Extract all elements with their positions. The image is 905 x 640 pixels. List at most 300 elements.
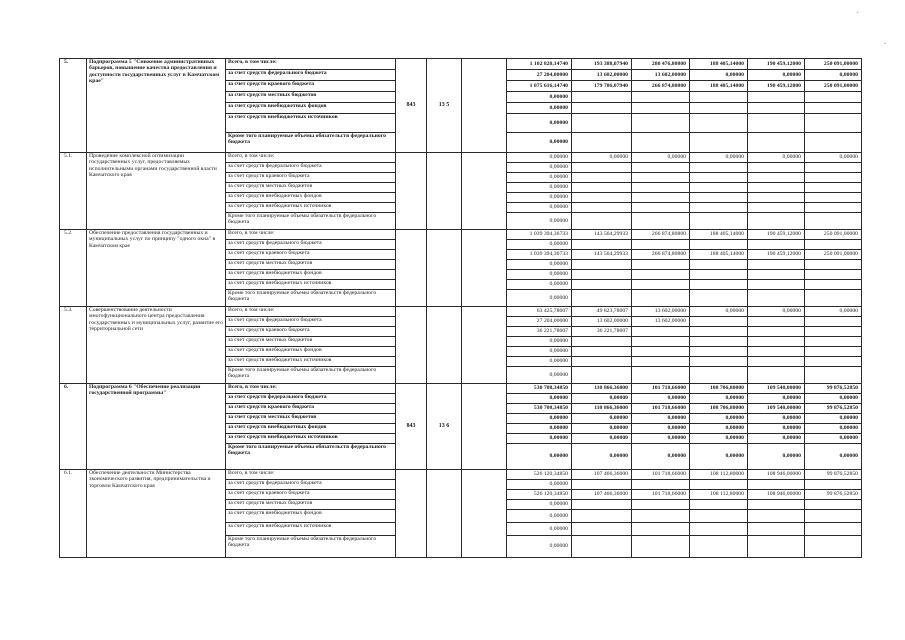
amount-cell [690,173,748,183]
amount-cell [748,480,805,490]
funding-source: за счет средств внебюджетных фондов [226,510,396,523]
funding-source: за счет средств федерального бюджета [226,70,396,81]
amount-cell [690,183,748,193]
amount-cell: 101 718,66000 [632,404,690,414]
amount-cell [632,270,690,280]
amount-cell: 530 708,34850 [507,384,572,394]
amount-cell [632,536,690,558]
amount-cell: 0,00000 [507,500,572,510]
amount-cell: 0,00000 [507,424,572,434]
amount-cell [748,92,805,103]
funding-source: за счет средств краевого бюджета [226,327,396,337]
budget-code-program [427,230,462,307]
amount-cell: 110 866,36000 [572,384,632,394]
amount-cell [690,337,748,347]
amount-cell: 0,00000 [805,434,862,444]
amount-cell [632,480,690,490]
amount-cell [748,203,805,213]
amount-cell [805,510,862,523]
row-number: 5.3. [60,307,87,384]
amount-cell: 0,00000 [507,153,572,163]
funding-source: за счет средств внебюджетных источников [226,523,396,536]
funding-source: за счет средств местных бюджетов [226,337,396,347]
funding-source: за счет средств внебюджетных источников [226,434,396,444]
amount-cell: 0,00000 [507,163,572,173]
amount-cell [690,536,748,558]
amount-cell [572,270,632,280]
amount-cell [748,240,805,250]
empty-code-cell [462,153,507,230]
amount-cell: 0,00000 [507,337,572,347]
table-row [60,470,862,480]
amount-cell [632,500,690,510]
funding-source: за счет средств краевого бюджета [226,81,396,92]
funding-source: за счет средств внебюджетных фондов [226,424,396,434]
amount-cell: 280 476,80800 [632,59,690,70]
amount-cell [632,213,690,230]
amount-cell [690,290,748,307]
amount-cell [572,347,632,357]
amount-cell: 27 204,00000 [507,70,572,81]
amount-cell: 190 459,12000 [748,230,805,240]
amount-cell: 0,00000 [690,424,748,434]
scan-mark-top: ˇ [856,12,859,19]
amount-cell [805,203,862,213]
row-number: 5.1. [60,153,87,230]
funding-source: за счет средств местных бюджетов [226,183,396,193]
amount-cell [690,523,748,536]
amount-cell [805,173,862,183]
empty-code-cell [462,307,507,384]
amount-cell: 1 075 616,14740 [507,81,572,92]
amount-cell: 266 874,80800 [632,250,690,260]
amount-cell: 49 823,78007 [572,307,632,317]
amount-cell: 63 425,78007 [507,307,572,317]
funding-source: Всего, в том числе: [226,59,396,70]
amount-cell: 0,00000 [632,153,690,163]
amount-cell [805,480,862,490]
amount-cell: 13 602,00000 [632,317,690,327]
amount-cell: 99 876,52850 [805,490,862,500]
amount-cell [632,523,690,536]
amount-cell [748,357,805,367]
amount-cell: 0,00000 [572,444,632,470]
funding-source: за счет средств федерального бюджета [226,317,396,327]
amount-cell [748,114,805,133]
amount-cell: 108 946,00000 [748,470,805,480]
amount-cell [572,114,632,133]
amount-cell: 0,00000 [507,357,572,367]
amount-cell [572,173,632,183]
amount-cell: 110 866,36000 [572,404,632,414]
amount-cell: 188 405,14000 [690,59,748,70]
amount-cell [748,163,805,173]
amount-cell [805,114,862,133]
amount-cell [632,280,690,290]
funding-source: Всего, в том числе: [226,153,396,163]
amount-cell [632,347,690,357]
amount-cell [572,133,632,153]
amount-cell [690,114,748,133]
amount-cell [690,92,748,103]
funding-source: Кроме того планируемые объемы обязательств федерального бюджета [226,213,396,230]
amount-cell [572,92,632,103]
amount-cell [805,260,862,270]
amount-cell: 0,00000 [748,394,805,404]
funding-source: за счет средств внебюджетных фондов [226,270,396,280]
funding-source: за счет средств внебюджетных фондов [226,193,396,203]
amount-cell [805,163,862,173]
amount-cell [572,203,632,213]
budget-code-program [427,307,462,384]
amount-cell: 0,00000 [507,510,572,523]
amount-cell: 0,00000 [805,424,862,434]
amount-cell [748,510,805,523]
amount-cell [805,240,862,250]
row-number: 6.1. [60,470,87,558]
amount-cell [572,213,632,230]
amount-cell: 108 112,80000 [690,470,748,480]
amount-cell [632,173,690,183]
amount-cell [748,290,805,307]
funding-source: за счет средств местных бюджетов [226,414,396,424]
row-number: 6. [60,384,87,470]
amount-cell [572,523,632,536]
amount-cell [805,270,862,280]
funding-source: Кроме того планируемые объемы обязательств федерального бюджета [226,133,396,153]
funding-source: за счет средств краевого бюджета [226,173,396,183]
amount-cell [632,103,690,114]
amount-cell: 0,00000 [507,173,572,183]
amount-cell: 0,00000 [748,434,805,444]
amount-cell [572,163,632,173]
amount-cell [572,183,632,193]
amount-cell: 1 102 820,14740 [507,59,572,70]
amount-cell [690,347,748,357]
amount-cell: 0,00000 [507,133,572,153]
amount-cell: 0,00000 [507,480,572,490]
amount-cell: 27 204,00000 [507,317,572,327]
funding-source: Кроме того планируемые объемы обязательств федерального бюджета [226,367,396,384]
empty-code-cell [462,59,507,153]
funding-source: за счет средств внебюджетных фондов [226,103,396,114]
amount-cell: 143 564,29933 [572,230,632,240]
amount-cell: 108 706,80000 [690,384,748,394]
amount-cell [572,240,632,250]
amount-cell: 250 091,00000 [805,230,862,240]
amount-cell: 0,00000 [748,424,805,434]
amount-cell: 0,00000 [507,193,572,203]
amount-cell [805,92,862,103]
amount-cell: 0,00000 [507,183,572,193]
amount-cell: 0,00000 [507,290,572,307]
amount-cell: 0,00000 [572,434,632,444]
amount-cell: 0,00000 [507,260,572,270]
amount-cell: 13 602,00000 [572,70,632,81]
amount-cell: 190 459,12000 [748,81,805,92]
amount-cell [632,133,690,153]
scan-mark-right: - [884,40,887,47]
amount-cell [572,260,632,270]
program-name: Проведение комплексной оптимизации государственных услуг, предоставляемых исполнительными органами государственной власти Камчатского края [87,153,226,230]
amount-cell: 193 388,07940 [572,59,632,70]
amount-cell: 266 874,80800 [632,81,690,92]
amount-cell: 0,00000 [507,280,572,290]
amount-cell [690,510,748,523]
budget-code-grbs: 843 [396,59,427,153]
amount-cell [690,270,748,280]
amount-cell [690,240,748,250]
amount-cell [632,114,690,133]
amount-cell: 0,00000 [805,394,862,404]
amount-cell [632,240,690,250]
budget-code-program [427,153,462,230]
amount-cell [632,163,690,173]
program-name: Совершенствование деятельности многофункционального центра предоставления государственных и муниципальных услуг, развитие его территориальной сети [87,307,226,384]
amount-cell: 0,00000 [507,367,572,384]
amount-cell: 0,00000 [632,444,690,470]
amount-cell [632,290,690,307]
amount-cell [572,510,632,523]
amount-cell: 101 718,66000 [632,490,690,500]
amount-cell [632,92,690,103]
amount-cell: 266 874,80800 [632,230,690,240]
amount-cell: 0,00000 [507,434,572,444]
amount-cell: 0,00000 [507,444,572,470]
amount-cell [805,337,862,347]
amount-cell: 0,00000 [632,414,690,424]
empty-code-cell [462,384,507,470]
amount-cell: 0,00000 [748,307,805,317]
amount-cell: 190 459,12000 [748,59,805,70]
amount-cell: 0,00000 [507,103,572,114]
row-number: 5.2. [60,230,87,307]
amount-cell: 0,00000 [507,347,572,357]
funding-source: за счет средств внебюджетных источников [226,203,396,213]
amount-cell [690,163,748,173]
amount-cell [805,183,862,193]
empty-code-cell [462,230,507,307]
amount-cell [690,327,748,337]
funding-source: за счет средств краевого бюджета [226,490,396,500]
amount-cell [805,290,862,307]
amount-cell: 0,00000 [507,394,572,404]
amount-cell: 0,00000 [748,444,805,470]
amount-cell: 0,00000 [805,444,862,470]
funding-source: за счет средств федерального бюджета [226,163,396,173]
amount-cell [690,500,748,510]
amount-cell [572,103,632,114]
amount-cell: 0,00000 [690,444,748,470]
amount-cell: 0,00000 [507,213,572,230]
amount-cell [632,183,690,193]
table-row [60,153,862,163]
amount-cell: 250 091,00000 [805,59,862,70]
amount-cell [748,523,805,536]
funding-source: за счет средств внебюджетных источников [226,114,396,133]
amount-cell [805,357,862,367]
amount-cell [572,500,632,510]
amount-cell: 0,00000 [507,523,572,536]
amount-cell: 0,00000 [507,240,572,250]
amount-cell: 0,00000 [632,424,690,434]
amount-cell: 1 039 394,36733 [507,230,572,240]
amount-cell [690,280,748,290]
amount-cell [632,337,690,347]
funding-source: за счет средств местных бюджетов [226,92,396,103]
amount-cell: 188 405,14000 [690,230,748,240]
amount-cell: 0,00000 [690,153,748,163]
amount-cell [748,103,805,114]
amount-cell: 0,00000 [748,70,805,81]
funding-source: Всего, в том числе: [226,470,396,480]
amount-cell: 190 459,12000 [748,250,805,260]
amount-cell [805,280,862,290]
amount-cell: 99 876,52850 [805,404,862,414]
amount-cell [748,183,805,193]
amount-cell [690,133,748,153]
funding-source: за счет средств федерального бюджета [226,240,396,250]
amount-cell [690,193,748,203]
amount-cell: 0,00000 [507,203,572,213]
amount-cell: 0,00000 [507,114,572,133]
amount-cell: 250 091,00000 [805,81,862,92]
amount-cell: 0,00000 [572,394,632,404]
amount-cell: 0,00000 [690,70,748,81]
amount-cell: 13 602,00000 [632,70,690,81]
amount-cell: 0,00000 [632,434,690,444]
amount-cell: 0,00000 [507,270,572,280]
table-row [60,307,862,317]
funding-source: за счет средств внебюджетных источников [226,280,396,290]
amount-cell: 0,00000 [805,70,862,81]
amount-cell: 0,00000 [690,394,748,404]
amount-cell [805,367,862,384]
amount-cell: 0,00000 [572,424,632,434]
amount-cell: 526 120,34850 [507,470,572,480]
amount-cell: 0,00000 [572,153,632,163]
funding-source: Кроме того планируемые объемы обязательств федерального бюджета [226,536,396,558]
amount-cell [748,317,805,327]
amount-cell: 107 466,36000 [572,490,632,500]
amount-cell: 0,00000 [507,414,572,424]
row-number: 5. [60,59,87,153]
amount-cell [572,193,632,203]
amount-cell [632,260,690,270]
amount-cell: 250 091,00000 [805,250,862,260]
amount-cell [690,260,748,270]
table-row [60,59,862,70]
amount-cell: 0,00000 [572,414,632,424]
amount-cell: 13 602,00000 [632,307,690,317]
amount-cell: 36 221,78007 [507,327,572,337]
amount-cell [748,173,805,183]
amount-cell [748,260,805,270]
budget-code-grbs [396,153,427,230]
amount-cell: 526 120,34850 [507,490,572,500]
amount-cell [632,510,690,523]
amount-cell: 99 876,52850 [805,470,862,480]
amount-cell: 188 405,14000 [690,250,748,260]
amount-cell: 0,00000 [748,153,805,163]
amount-cell [805,193,862,203]
amount-cell: 108 112,80000 [690,490,748,500]
amount-cell [805,523,862,536]
funding-source: за счет средств внебюджетных фондов [226,347,396,357]
amount-cell [572,290,632,307]
amount-cell [748,133,805,153]
budget-code-program: 13 5 [427,59,462,153]
budget-code-grbs [396,307,427,384]
amount-cell: 0,00000 [632,394,690,404]
amount-cell: 188 405,14000 [690,81,748,92]
amount-cell [748,337,805,347]
amount-cell [748,536,805,558]
funding-source: за счет средств краевого бюджета [226,250,396,260]
amount-cell [690,480,748,490]
amount-cell [805,536,862,558]
funding-source: за счет средств федерального бюджета [226,480,396,490]
amount-cell: 0,00000 [748,414,805,424]
amount-cell: 0,00000 [690,434,748,444]
amount-cell [632,327,690,337]
amount-cell [748,327,805,337]
program-name: Подпрограмма 6 "Обеспечение реализации государственной программы" [87,384,226,470]
table-row [60,230,862,240]
funding-source: Кроме того планируемые объемы обязательств федерального бюджета [226,290,396,307]
amount-cell: 109 540,00000 [748,404,805,414]
amount-cell: 0,00000 [805,307,862,317]
amount-cell [572,536,632,558]
amount-cell [805,103,862,114]
funding-source: за счет средств местных бюджетов [226,260,396,270]
amount-cell: 101 718,66000 [632,470,690,480]
budget-code-grbs [396,230,427,307]
amount-cell: 36 221,78007 [572,327,632,337]
amount-cell [632,193,690,203]
amount-cell [748,270,805,280]
budget-code-grbs [396,470,427,558]
amount-cell: 0,00000 [507,92,572,103]
budget-code-grbs: 843 [396,384,427,470]
funding-source: Всего, в том числе: [226,230,396,240]
amount-cell [690,213,748,230]
funding-source: за счет средств федерального бюджета [226,394,396,404]
amount-cell [748,500,805,510]
amount-cell [572,280,632,290]
amount-cell: 0,00000 [690,307,748,317]
amount-cell [632,357,690,367]
amount-cell [805,500,862,510]
amount-cell: 143 564,29933 [572,250,632,260]
amount-cell [572,357,632,367]
amount-cell [748,193,805,203]
amount-cell [690,317,748,327]
empty-code-cell [462,470,507,558]
funding-source: за счет средств краевого бюджета [226,404,396,414]
amount-cell [748,280,805,290]
amount-cell: 1 039 394,36733 [507,250,572,260]
amount-cell [690,203,748,213]
budget-table [59,58,862,558]
table-row [60,384,862,394]
amount-cell: 0,00000 [507,536,572,558]
program-name: Подпрограмма 5 "Снижение административных барьеров, повышение качества предоставления и доступности государственных услуг в Камчатском крае" [87,59,226,153]
amount-cell [572,367,632,384]
amount-cell [805,133,862,153]
amount-cell [690,103,748,114]
funding-source: Всего, в том числе: [226,384,396,394]
